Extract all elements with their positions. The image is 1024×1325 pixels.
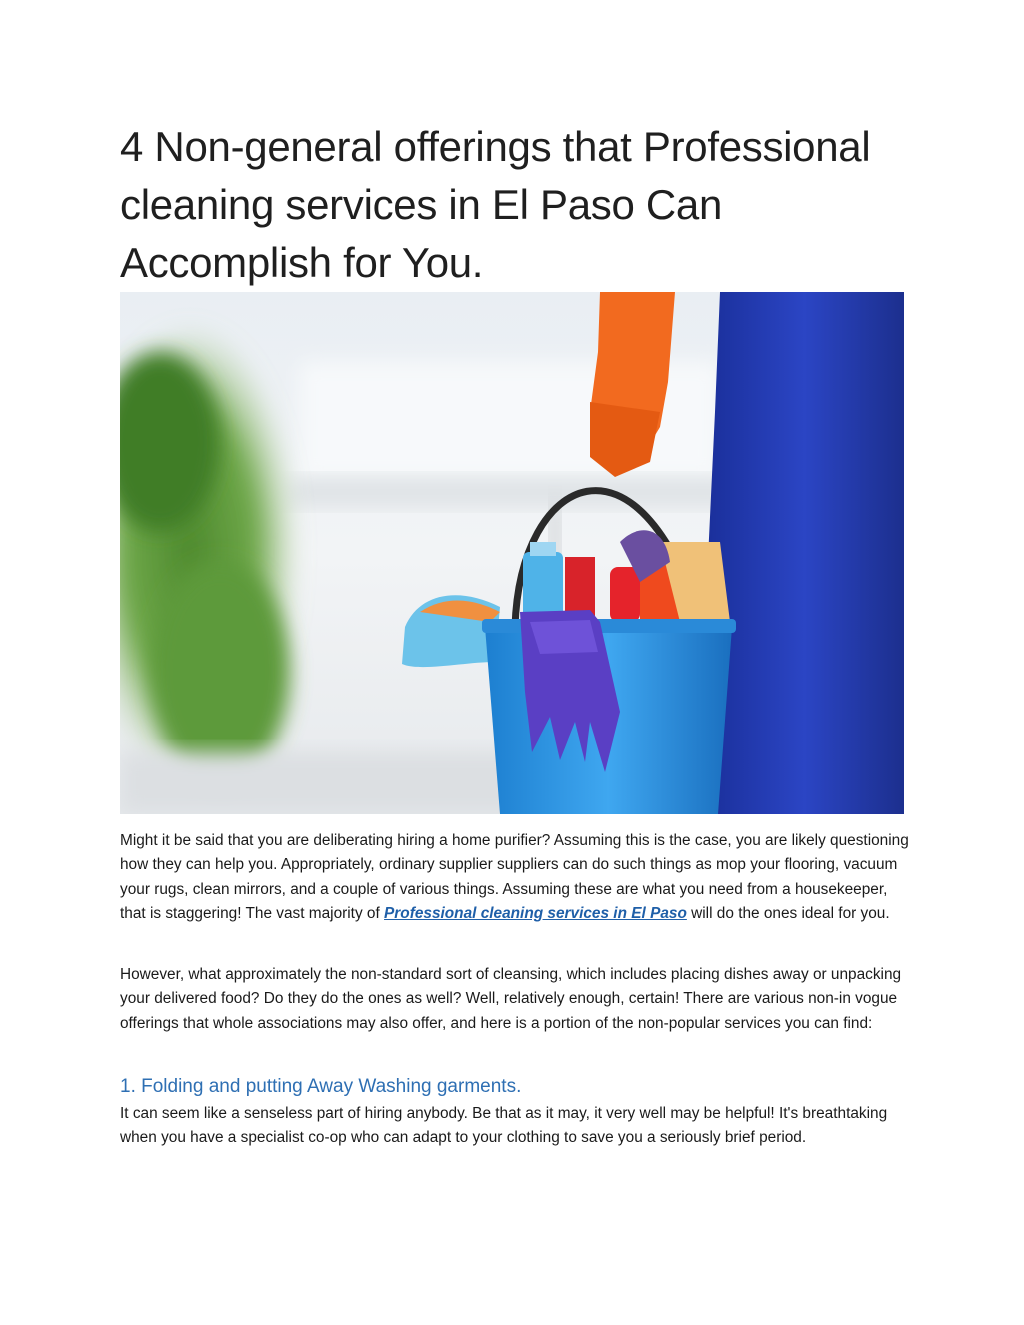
section-heading-folding: 1. Folding and putting Away Washing garments. [120, 1076, 522, 1097]
cleaning-bucket-photo [120, 292, 904, 814]
professional-cleaning-link[interactable]: Professional cleaning services in El Paso [384, 904, 687, 922]
section-paragraph-folding: It can seem like a senseless part of hiring anybody. Be that as it may, it very well may be helpful! It's breathtaking when you have a specialist co-op who can adapt to your clothing to save you a seriously brief period. [120, 1105, 888, 1147]
second-paragraph: However, what approximately the non-standard sort of cleansing, which includes placing dishes away or unpacking your delivered food? Do they do the ones as well? Well, relatively enough, certain! There are various non-in vogue offerings that whole associations may also offer, and here is a portion of the non-popular services you can find: [120, 966, 902, 1032]
intro-text-end: will do the ones ideal for you. [686, 904, 890, 922]
intro-paragraph [120, 829, 910, 926]
intro-text: Might it be said that you are deliberating hiring a home purifier? Assuming this is the case, you are likely questioning how they can help you. Appropriately, ordinary supplier suppliers can do such things as mop your flooring, vacuum your rugs, clean mirrors, and a couple of various things. Assuming these are what you need from a housekeeper, that is staggering! The vast majority of [120, 832, 909, 922]
document-title: 4 Non-general offerings that Professional cleaning services in El Paso Can Accomplish for You. [120, 123, 871, 286]
